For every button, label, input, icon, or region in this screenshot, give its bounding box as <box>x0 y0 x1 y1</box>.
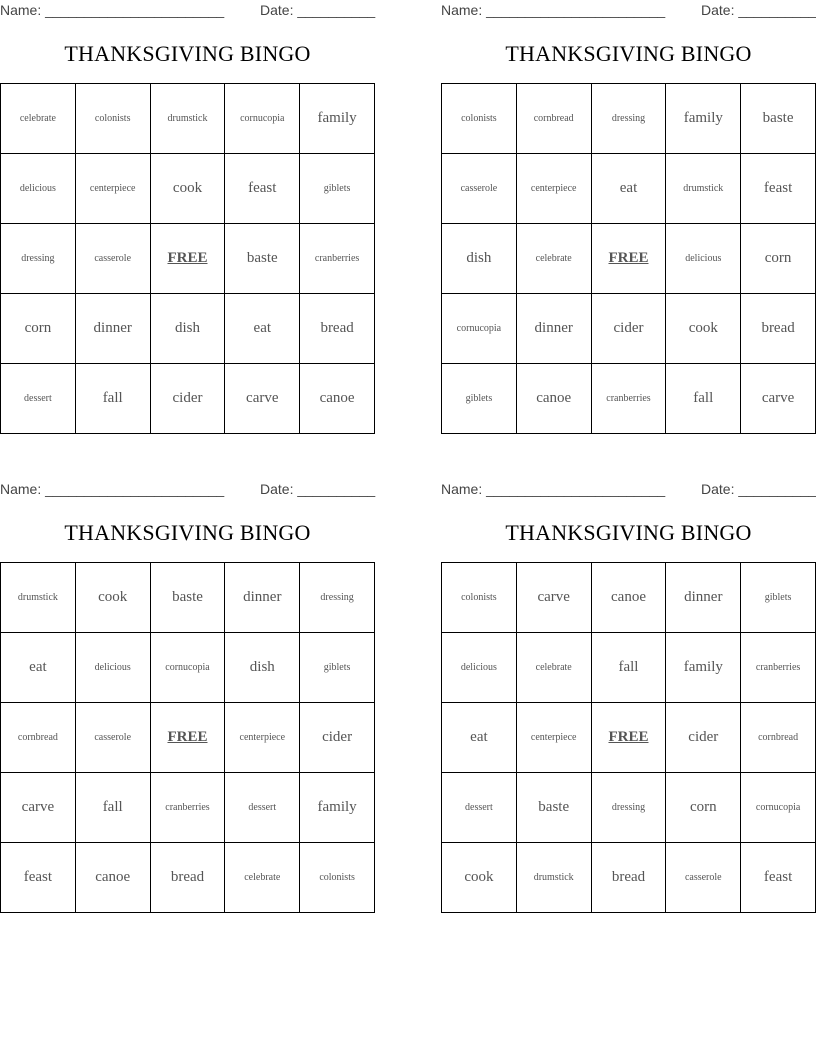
bingo-cell[interactable]: dessert <box>1 364 76 434</box>
bingo-cell[interactable]: colonists <box>300 843 375 913</box>
bingo-cell[interactable]: colonists <box>442 563 517 633</box>
bingo-cell[interactable]: cider <box>300 703 375 773</box>
bingo-cell[interactable]: dinner <box>225 563 300 633</box>
bingo-cell[interactable]: canoe <box>592 563 667 633</box>
bingo-cell[interactable]: drumstick <box>1 563 76 633</box>
bingo-cell[interactable]: dressing <box>592 84 667 154</box>
bingo-grid <box>0 562 375 913</box>
bingo-cell[interactable]: celebrate <box>517 633 592 703</box>
bingo-cell[interactable]: corn <box>741 224 816 294</box>
bingo-cell[interactable]: dessert <box>442 773 517 843</box>
card-title: THANKSGIVING BINGO <box>505 41 752 66</box>
name-field[interactable]: Name: _______________________ <box>0 2 225 18</box>
bingo-cell[interactable]: cider <box>592 294 667 364</box>
name-date-row <box>441 479 816 501</box>
free-space[interactable]: FREE <box>592 224 667 294</box>
date-field[interactable]: Date: __________ <box>260 481 376 497</box>
bingo-cell[interactable]: baste <box>741 84 816 154</box>
bingo-cell[interactable]: baste <box>517 773 592 843</box>
bingo-cell[interactable]: family <box>666 84 741 154</box>
bingo-cell[interactable]: carve <box>225 364 300 434</box>
bingo-cell[interactable]: bread <box>300 294 375 364</box>
bingo-cell[interactable]: feast <box>1 843 76 913</box>
bingo-cell[interactable]: cook <box>442 843 517 913</box>
bingo-cell[interactable]: dinner <box>76 294 151 364</box>
bingo-cell[interactable]: casserole <box>442 154 517 224</box>
bingo-cell[interactable]: canoe <box>517 364 592 434</box>
free-space[interactable]: FREE <box>151 224 226 294</box>
bingo-cell[interactable]: dressing <box>300 563 375 633</box>
bingo-cell[interactable]: feast <box>225 154 300 224</box>
bingo-cell[interactable]: fall <box>592 633 667 703</box>
bingo-cell[interactable]: corn <box>666 773 741 843</box>
name-date-row <box>0 0 375 22</box>
bingo-cell[interactable]: cornucopia <box>442 294 517 364</box>
bingo-cell[interactable]: fall <box>76 364 151 434</box>
bingo-cell[interactable]: dressing <box>1 224 76 294</box>
bingo-cell[interactable]: bread <box>592 843 667 913</box>
bingo-cell[interactable]: bread <box>741 294 816 364</box>
bingo-cell[interactable]: fall <box>76 773 151 843</box>
bingo-cell[interactable]: delicious <box>442 633 517 703</box>
free-space[interactable]: FREE <box>592 703 667 773</box>
free-space[interactable]: FREE <box>151 703 226 773</box>
bingo-cell[interactable]: giblets <box>300 633 375 703</box>
bingo-cell[interactable]: centerpiece <box>76 154 151 224</box>
bingo-cell[interactable]: baste <box>225 224 300 294</box>
bingo-cell[interactable]: colonists <box>76 84 151 154</box>
bingo-cell[interactable]: fall <box>666 364 741 434</box>
bingo-cell[interactable]: dinner <box>517 294 592 364</box>
card-title: THANKSGIVING BINGO <box>505 520 752 545</box>
bingo-cell[interactable]: delicious <box>666 224 741 294</box>
bingo-cell[interactable]: canoe <box>76 843 151 913</box>
bingo-cell[interactable]: giblets <box>442 364 517 434</box>
bingo-card-2 <box>441 0 816 406</box>
bingo-cell[interactable]: centerpiece <box>225 703 300 773</box>
bingo-card-4 <box>441 479 816 885</box>
bingo-card-3 <box>0 479 376 885</box>
bingo-cell[interactable]: celebrate <box>1 84 76 154</box>
bingo-cell[interactable]: cook <box>666 294 741 364</box>
bingo-grid <box>0 83 375 434</box>
bingo-cell[interactable]: feast <box>741 843 816 913</box>
bingo-cell[interactable]: drumstick <box>666 154 741 224</box>
name-field[interactable]: Name: _______________________ <box>441 2 666 18</box>
bingo-cell[interactable]: cranberries <box>592 364 667 434</box>
bingo-cell[interactable]: giblets <box>300 154 375 224</box>
bingo-grid <box>441 83 816 434</box>
bingo-cell[interactable]: dish <box>225 633 300 703</box>
bingo-cell[interactable]: dish <box>442 224 517 294</box>
bingo-cell[interactable]: casserole <box>76 703 151 773</box>
bingo-cell[interactable]: celebrate <box>517 224 592 294</box>
bingo-cell[interactable]: corn <box>1 294 76 364</box>
bingo-cell[interactable]: eat <box>592 154 667 224</box>
bingo-cell[interactable]: cornucopia <box>741 773 816 843</box>
bingo-cell[interactable]: delicious <box>76 633 151 703</box>
bingo-cell[interactable]: eat <box>1 633 76 703</box>
bingo-cell[interactable]: family <box>666 633 741 703</box>
bingo-cell[interactable]: cornucopia <box>225 84 300 154</box>
date-field[interactable]: Date: __________ <box>260 2 376 18</box>
bingo-cell[interactable]: baste <box>151 563 226 633</box>
bingo-cell[interactable]: drumstick <box>151 84 226 154</box>
bingo-cell[interactable]: dressing <box>592 773 667 843</box>
bingo-cell[interactable]: cornbread <box>741 703 816 773</box>
name-field[interactable]: Name: _______________________ <box>441 481 666 497</box>
bingo-cell[interactable]: centerpiece <box>517 154 592 224</box>
bingo-cell[interactable]: carve <box>741 364 816 434</box>
bingo-cell[interactable]: eat <box>442 703 517 773</box>
bingo-cell[interactable]: eat <box>225 294 300 364</box>
bingo-cell[interactable]: dessert <box>225 773 300 843</box>
bingo-cell[interactable]: carve <box>517 563 592 633</box>
name-date-row <box>441 0 816 22</box>
bingo-grid <box>441 562 816 913</box>
date-field[interactable]: Date: __________ <box>701 481 816 497</box>
bingo-cell[interactable]: colonists <box>442 84 517 154</box>
bingo-cell[interactable]: cranberries <box>300 224 375 294</box>
bingo-cell[interactable]: cider <box>666 703 741 773</box>
name-date-row <box>0 479 375 501</box>
bingo-cell[interactable]: cornbread <box>517 84 592 154</box>
card-title: THANKSGIVING BINGO <box>64 520 311 545</box>
bingo-cell[interactable]: delicious <box>1 154 76 224</box>
card-title: THANKSGIVING BINGO <box>64 41 311 66</box>
bingo-cell[interactable]: family <box>300 84 375 154</box>
bingo-cell[interactable]: carve <box>1 773 76 843</box>
bingo-cell[interactable]: dinner <box>666 563 741 633</box>
bingo-cell[interactable]: cook <box>151 154 226 224</box>
bingo-cell[interactable]: giblets <box>741 563 816 633</box>
bingo-cell[interactable]: bread <box>151 843 226 913</box>
bingo-cell[interactable]: dish <box>151 294 226 364</box>
bingo-cell[interactable]: celebrate <box>225 843 300 913</box>
bingo-cell[interactable]: canoe <box>300 364 375 434</box>
bingo-cell[interactable]: drumstick <box>517 843 592 913</box>
bingo-cell[interactable]: cornucopia <box>151 633 226 703</box>
bingo-cell[interactable]: cook <box>76 563 151 633</box>
name-field[interactable]: Name: _______________________ <box>0 481 225 497</box>
bingo-cell[interactable]: cranberries <box>151 773 226 843</box>
date-field[interactable]: Date: __________ <box>701 2 816 18</box>
bingo-cell[interactable]: casserole <box>76 224 151 294</box>
bingo-cell[interactable]: cider <box>151 364 226 434</box>
bingo-cell[interactable]: centerpiece <box>517 703 592 773</box>
bingo-cell[interactable]: cranberries <box>741 633 816 703</box>
bingo-cell[interactable]: feast <box>741 154 816 224</box>
bingo-cell[interactable]: family <box>300 773 375 843</box>
bingo-cell[interactable]: cornbread <box>1 703 76 773</box>
bingo-card-1 <box>0 0 376 406</box>
bingo-cell[interactable]: casserole <box>666 843 741 913</box>
